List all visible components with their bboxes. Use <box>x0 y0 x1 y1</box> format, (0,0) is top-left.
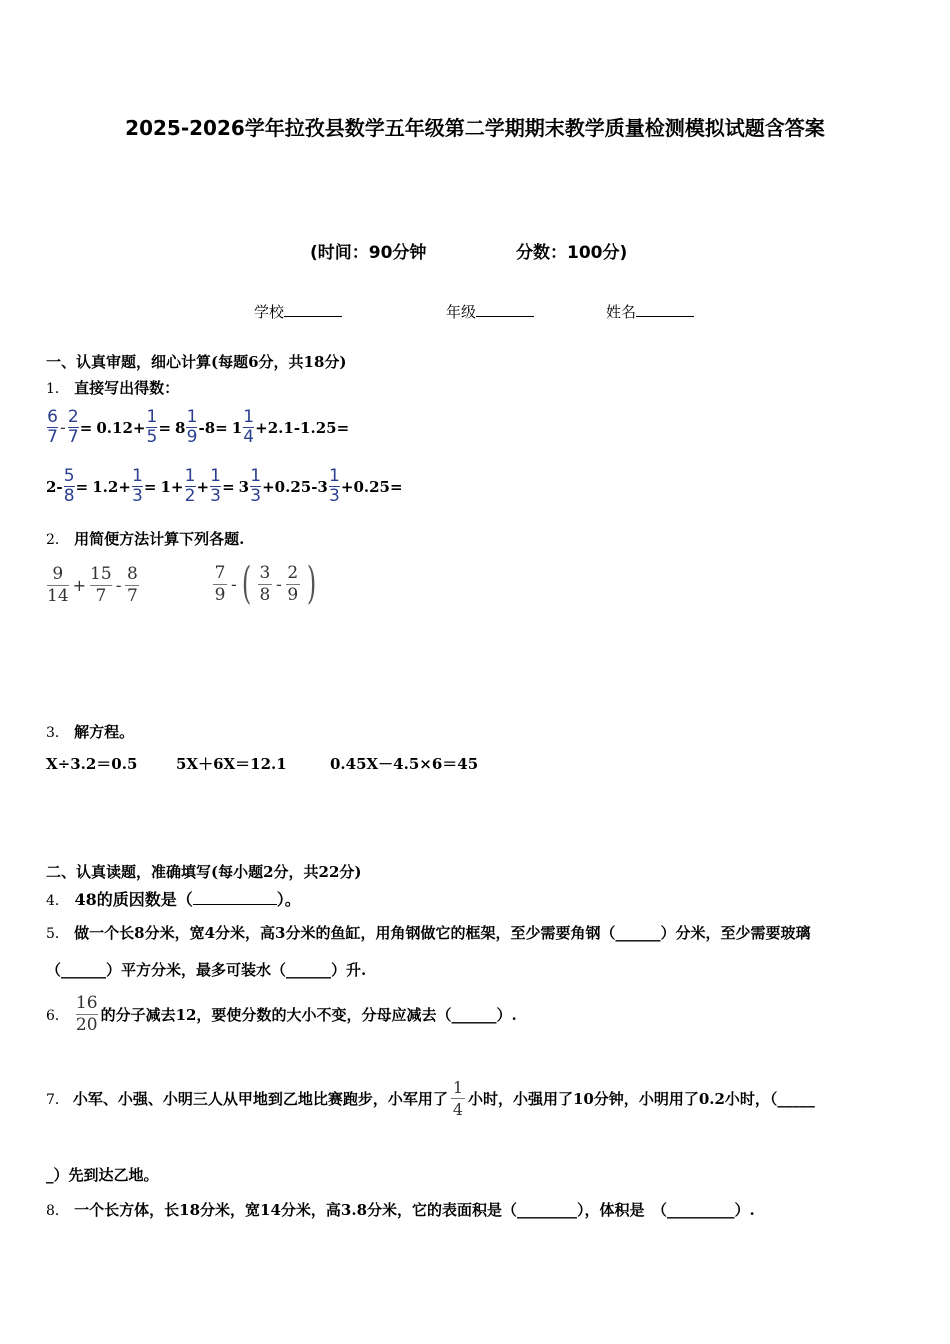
fraction: 1 3 <box>132 466 143 506</box>
fraction: 1 4 <box>452 1078 464 1119</box>
question-text: 一个长方体，长18分米，宽14分米，高3.8分米，它的表面积是（________），体积是 （_________）. <box>74 1201 755 1219</box>
question-4 <box>46 887 301 910</box>
question-text: 48的质因数是（ <box>74 890 193 909</box>
question-number: 5． <box>46 926 69 942</box>
question-5 <box>46 922 810 943</box>
fraction: 1 3 <box>210 466 221 506</box>
fraction: 6 7 <box>47 407 58 447</box>
question-8 <box>46 1199 755 1220</box>
equation-2: 5X＋6X＝12.1 <box>176 755 287 773</box>
fraction: 1 4 <box>243 407 255 447</box>
fraction: 5 8 <box>63 466 75 506</box>
question-number: 1． <box>46 381 69 397</box>
question-number: 7． <box>46 1091 69 1108</box>
section-1-heading: 一、认真审题，细心计算(每题6分，共18分) <box>46 353 347 371</box>
name-field <box>606 301 694 322</box>
question-7-line-2: _）先到达乙地。 <box>46 1166 159 1184</box>
q1-r2-expr-1: 2- 5 8 = <box>46 466 89 506</box>
q1-r1-expr-2: 0.12+ 1 5 = <box>96 407 172 447</box>
fraction: 15 7 <box>90 564 112 606</box>
fraction: 1 5 <box>146 407 158 447</box>
name-label: 姓名 <box>606 303 637 321</box>
fraction: 3 8 <box>259 562 271 605</box>
fraction: 9 14 <box>47 564 69 606</box>
q1-r1-expr-1: 6 7 - 2 7 = <box>47 407 93 447</box>
q1-r2-expr-2: 1.2+ 1 3 = <box>92 466 157 506</box>
question-number: 3． <box>46 725 69 741</box>
question-tail: ）。 <box>276 890 301 909</box>
fraction: 16 20 <box>75 993 98 1035</box>
question-text: 做一个长8分米，宽4分米，高3分米的鱼缸，用角钢做它的框架，至少需要角钢（______）分米，至少需要玻璃 <box>74 924 811 942</box>
question-3 <box>46 721 134 742</box>
question-text-cont: 小时，小强用了10分钟，小明用了0.2小时，（_____ <box>467 1090 815 1108</box>
question-text: 解方程。 <box>74 723 135 741</box>
question-text: 用简便方法计算下列各题. <box>74 530 245 548</box>
question-1 <box>46 377 179 398</box>
grade-label: 年级 <box>446 303 477 321</box>
fraction: 7 9 <box>214 562 226 605</box>
page-title: 2025-2026学年拉孜县数学五年级第二学期期末教学质量检测模拟试题含答案 <box>125 116 825 140</box>
q1-r2-expr-4: 3 1 3 +0.25-3 1 3 +0.25= <box>238 466 403 506</box>
question-number: 4． <box>46 893 69 909</box>
fraction: 2 9 <box>287 562 299 605</box>
fraction: 1 9 <box>186 407 198 447</box>
fraction: 2 7 <box>67 407 79 447</box>
answer-blank <box>193 890 277 905</box>
school-label: 学校 <box>254 303 285 321</box>
q1-row-2 <box>46 467 403 506</box>
question-7 <box>46 1077 815 1120</box>
fraction: 8 7 <box>127 564 138 606</box>
q1-r2-expr-3: 1+ 1 2 + 1 3 = <box>160 466 235 506</box>
question-text: 直接写出得数： <box>74 379 180 397</box>
question-6 <box>46 993 517 1036</box>
grade-blank <box>476 302 534 317</box>
exam-time: (时间：90分钟 <box>310 243 427 263</box>
section-2-heading: 二、认真读题，准确填写(每小题2分，共22分) <box>46 863 362 881</box>
question-number: 6． <box>46 1007 69 1024</box>
question-number: 2． <box>46 532 69 548</box>
school-field <box>254 301 342 322</box>
fraction: 1 3 <box>328 466 340 506</box>
question-5-line-2: （______）平方分米，最多可装水（______）升. <box>46 961 367 979</box>
q1-r1-expr-3: 8 1 9 -8= <box>175 407 228 447</box>
school-blank <box>284 302 342 317</box>
exam-score: 分数：100分) <box>516 243 628 263</box>
q2-expression-1: 9 14 + 15 7 - 8 7 <box>47 564 138 606</box>
question-number: 8． <box>46 1203 69 1219</box>
question-2 <box>46 528 244 549</box>
grade-field <box>446 301 534 322</box>
name-blank <box>636 302 694 317</box>
question-text: 小军、小强、小明三人从甲地到乙地比赛跑步，小军用了 <box>72 1090 448 1108</box>
fraction: 1 3 <box>250 466 262 506</box>
fraction: 1 2 <box>184 466 196 506</box>
right-paren: ) <box>306 558 317 609</box>
equation-1: X÷3.2＝0.5 <box>46 755 138 773</box>
question-text: 的分子减去12，要使分数的大小不变，分母应减去（______）. <box>100 1006 517 1024</box>
q2-expression-2: 7 9 - ( 3 8 - 2 9 ) <box>214 558 317 609</box>
q1-row-1 <box>46 408 349 447</box>
q1-r1-expr-4: 1 1 4 +2.1-1.25= <box>231 407 350 447</box>
left-paren: ( <box>241 558 252 609</box>
equation-3: 0.45X－4.5×6＝45 <box>330 755 479 773</box>
